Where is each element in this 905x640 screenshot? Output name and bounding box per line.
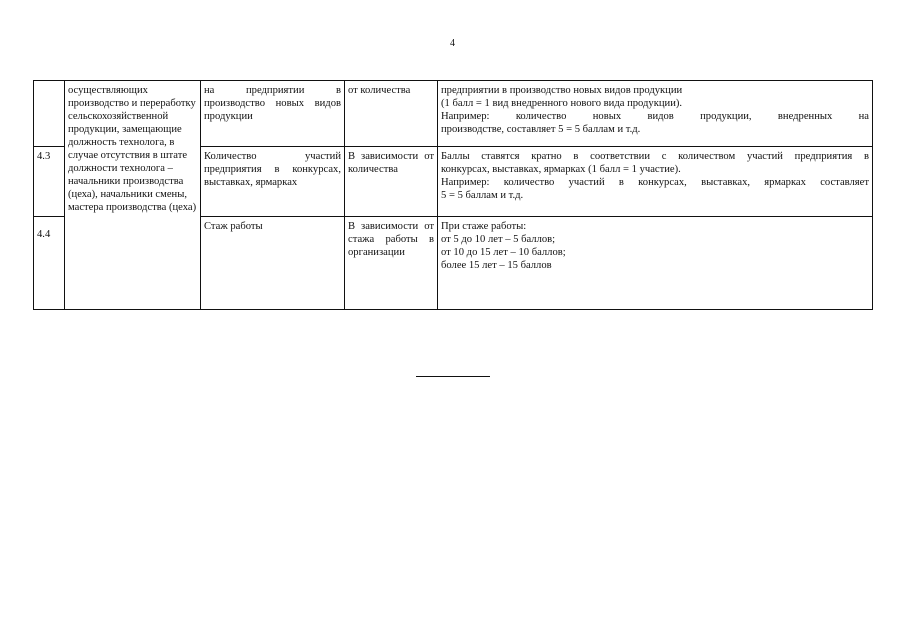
method-line: Например: количество новых видов продукции, внедренных на — [441, 111, 869, 122]
method-line: При стаже работы: — [441, 221, 527, 232]
method-line: Например: количество участий в конкурсах, выставках, ярмарках составляет — [441, 177, 869, 188]
method-line: Баллы ставятся кратно в соответствии с количеством участий предприятия в — [441, 151, 869, 162]
end-of-document-rule — [416, 376, 490, 377]
method-line: предприятии в производство новых видов продукции — [441, 85, 683, 96]
method-cell — [438, 81, 873, 147]
row-number-cell — [34, 81, 65, 147]
indicator-cell: Количество участий предприятия в конкурсах, выставках, ярмарках — [201, 147, 345, 217]
basis-cell: от количества — [345, 81, 438, 147]
indicator-cell: Стаж работы — [201, 217, 345, 310]
row-number-cell: 4.4 — [34, 217, 65, 310]
row-number-cell: 4.3 — [34, 147, 65, 217]
method-line: от 10 до 15 лет – 10 баллов; — [441, 247, 566, 258]
table-row — [34, 81, 873, 147]
indicator-cell: на предприятии в производство новых видов продукции — [201, 81, 345, 147]
method-line: производстве, составляет 5 = 5 баллам и т.д. — [441, 124, 641, 135]
method-line: 5 = 5 баллам и т.д. — [441, 190, 524, 201]
method-line: от 5 до 10 лет – 5 баллов; — [441, 234, 556, 245]
method-line: (1 балл = 1 вид внедренного нового вида продукции). — [441, 98, 683, 109]
basis-cell: В зависимости от количества — [345, 147, 438, 217]
method-line: более 15 лет – 15 баллов — [441, 260, 552, 271]
method-line: конкурсах, выставках, ярмарках (1 балл = 1 участие). — [441, 164, 681, 175]
position-cell — [65, 81, 201, 310]
method-cell — [438, 147, 873, 217]
criteria-table — [33, 80, 873, 310]
basis-cell: В зависимости от стажа работы в организации — [345, 217, 438, 310]
page-number: 4 — [450, 38, 455, 49]
position-text: осуществляющих производство и переработку сельскохозяйственной продукции, замещающие должность технолога, в случае отсутствия в штате должности технолога – начальники производства (цеха), начальники смены, мастера производства (цеха) — [68, 85, 197, 213]
method-cell — [438, 217, 873, 310]
